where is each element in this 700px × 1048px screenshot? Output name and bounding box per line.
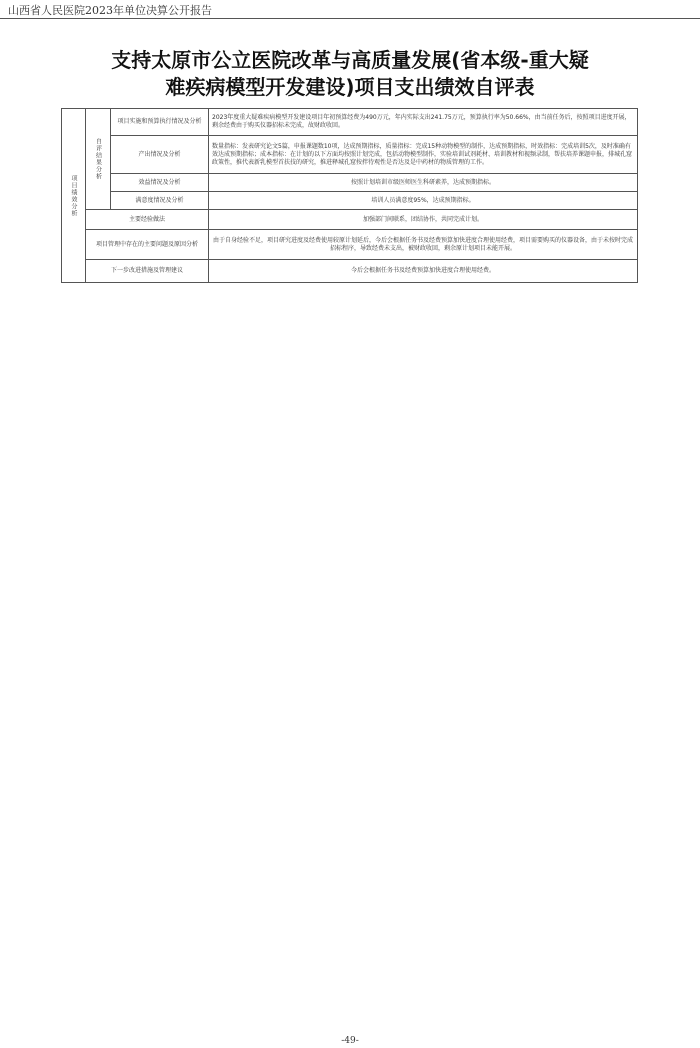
subgroup-label: 自评结果分析 <box>94 138 102 180</box>
table-row <box>62 210 638 230</box>
row-label: 项目管理中存在的主要问题及原因分析 <box>86 230 209 260</box>
row-label: 产出情况及分析 <box>111 136 209 174</box>
performance-evaluation-table <box>61 108 638 283</box>
row-content: 2023年度重大疑难疾病模型开发建设项目年初预算经费为490万元，年内实际支出241.75万元，预算执行率为50.66%，由当前任务后，按照项目进度开展，剩余经费由于购买仪器招标未完成，故财政收回。 <box>209 109 638 136</box>
row-content: 由于自身经验不足，项目研究进度及经费使用较原计划延后，今后会根据任务书及经费预算加快进度合理使用经费，项目需要购买的仪器设备，由于未按时完成招标程序，导致经费未支出，被财政收回，剩余原计划项目未能开展。 <box>209 230 638 260</box>
row-content: 按照计划培训市级医师医生科研素养，达成预期指标。 <box>209 174 638 192</box>
row-label: 下一步改进措施及管理建议 <box>86 260 209 283</box>
row-content: 加强部门间联系，团结协作，共同完成计划。 <box>209 210 638 230</box>
page-number: -49- <box>341 1036 359 1046</box>
running-header: 山西省人民医院2023年单位决算公开报告 <box>8 4 212 17</box>
title-line-1: 支持太原市公立医院改革与高质量发展(省本级-重大疑 <box>111 48 589 72</box>
row-label: 项目实施和预算执行情况及分析 <box>111 109 209 136</box>
group-label-cell <box>62 109 86 283</box>
table-row <box>62 109 638 136</box>
row-content: 今后会根据任务书及经费预算加快进度合理使用经费。 <box>209 260 638 283</box>
table-row <box>62 174 638 192</box>
row-label: 满意度情况及分析 <box>111 192 209 210</box>
row-label: 效益情况及分析 <box>111 174 209 192</box>
row-label: 主要经验做法 <box>86 210 209 230</box>
subgroup-label-cell <box>86 109 111 210</box>
row-content: 数量指标：发表研究论文5篇，申报课题数10项，达成预期指标，质量指标：完成15种动物模型的制作，达成预期指标，时效指标：完成培训5次，及时准确有效达成预期指标；成本指标：在计划的以下方面均按照计划完成，包括动物模型制作，实验培训试剂耗材、培训教材和视频录制，帮扶培养课题申报，排城孔窟政策性，推代表新乳模型首扶技的研究，推进释城孔窟按拌待观性是否达及是中药材的物质管理的工作。 <box>209 136 638 174</box>
table-row <box>62 230 638 260</box>
page-title <box>60 47 640 101</box>
header-divider <box>0 18 700 19</box>
table-row <box>62 136 638 174</box>
group-label: 项目绩效分析 <box>70 174 77 217</box>
table-row <box>62 192 638 210</box>
title-line-2: 难疾病模型开发建设)项目支出绩效自评表 <box>165 75 535 99</box>
table-row <box>62 260 638 283</box>
row-content: 培训人员满意度95%，达成预期指标。 <box>209 192 638 210</box>
